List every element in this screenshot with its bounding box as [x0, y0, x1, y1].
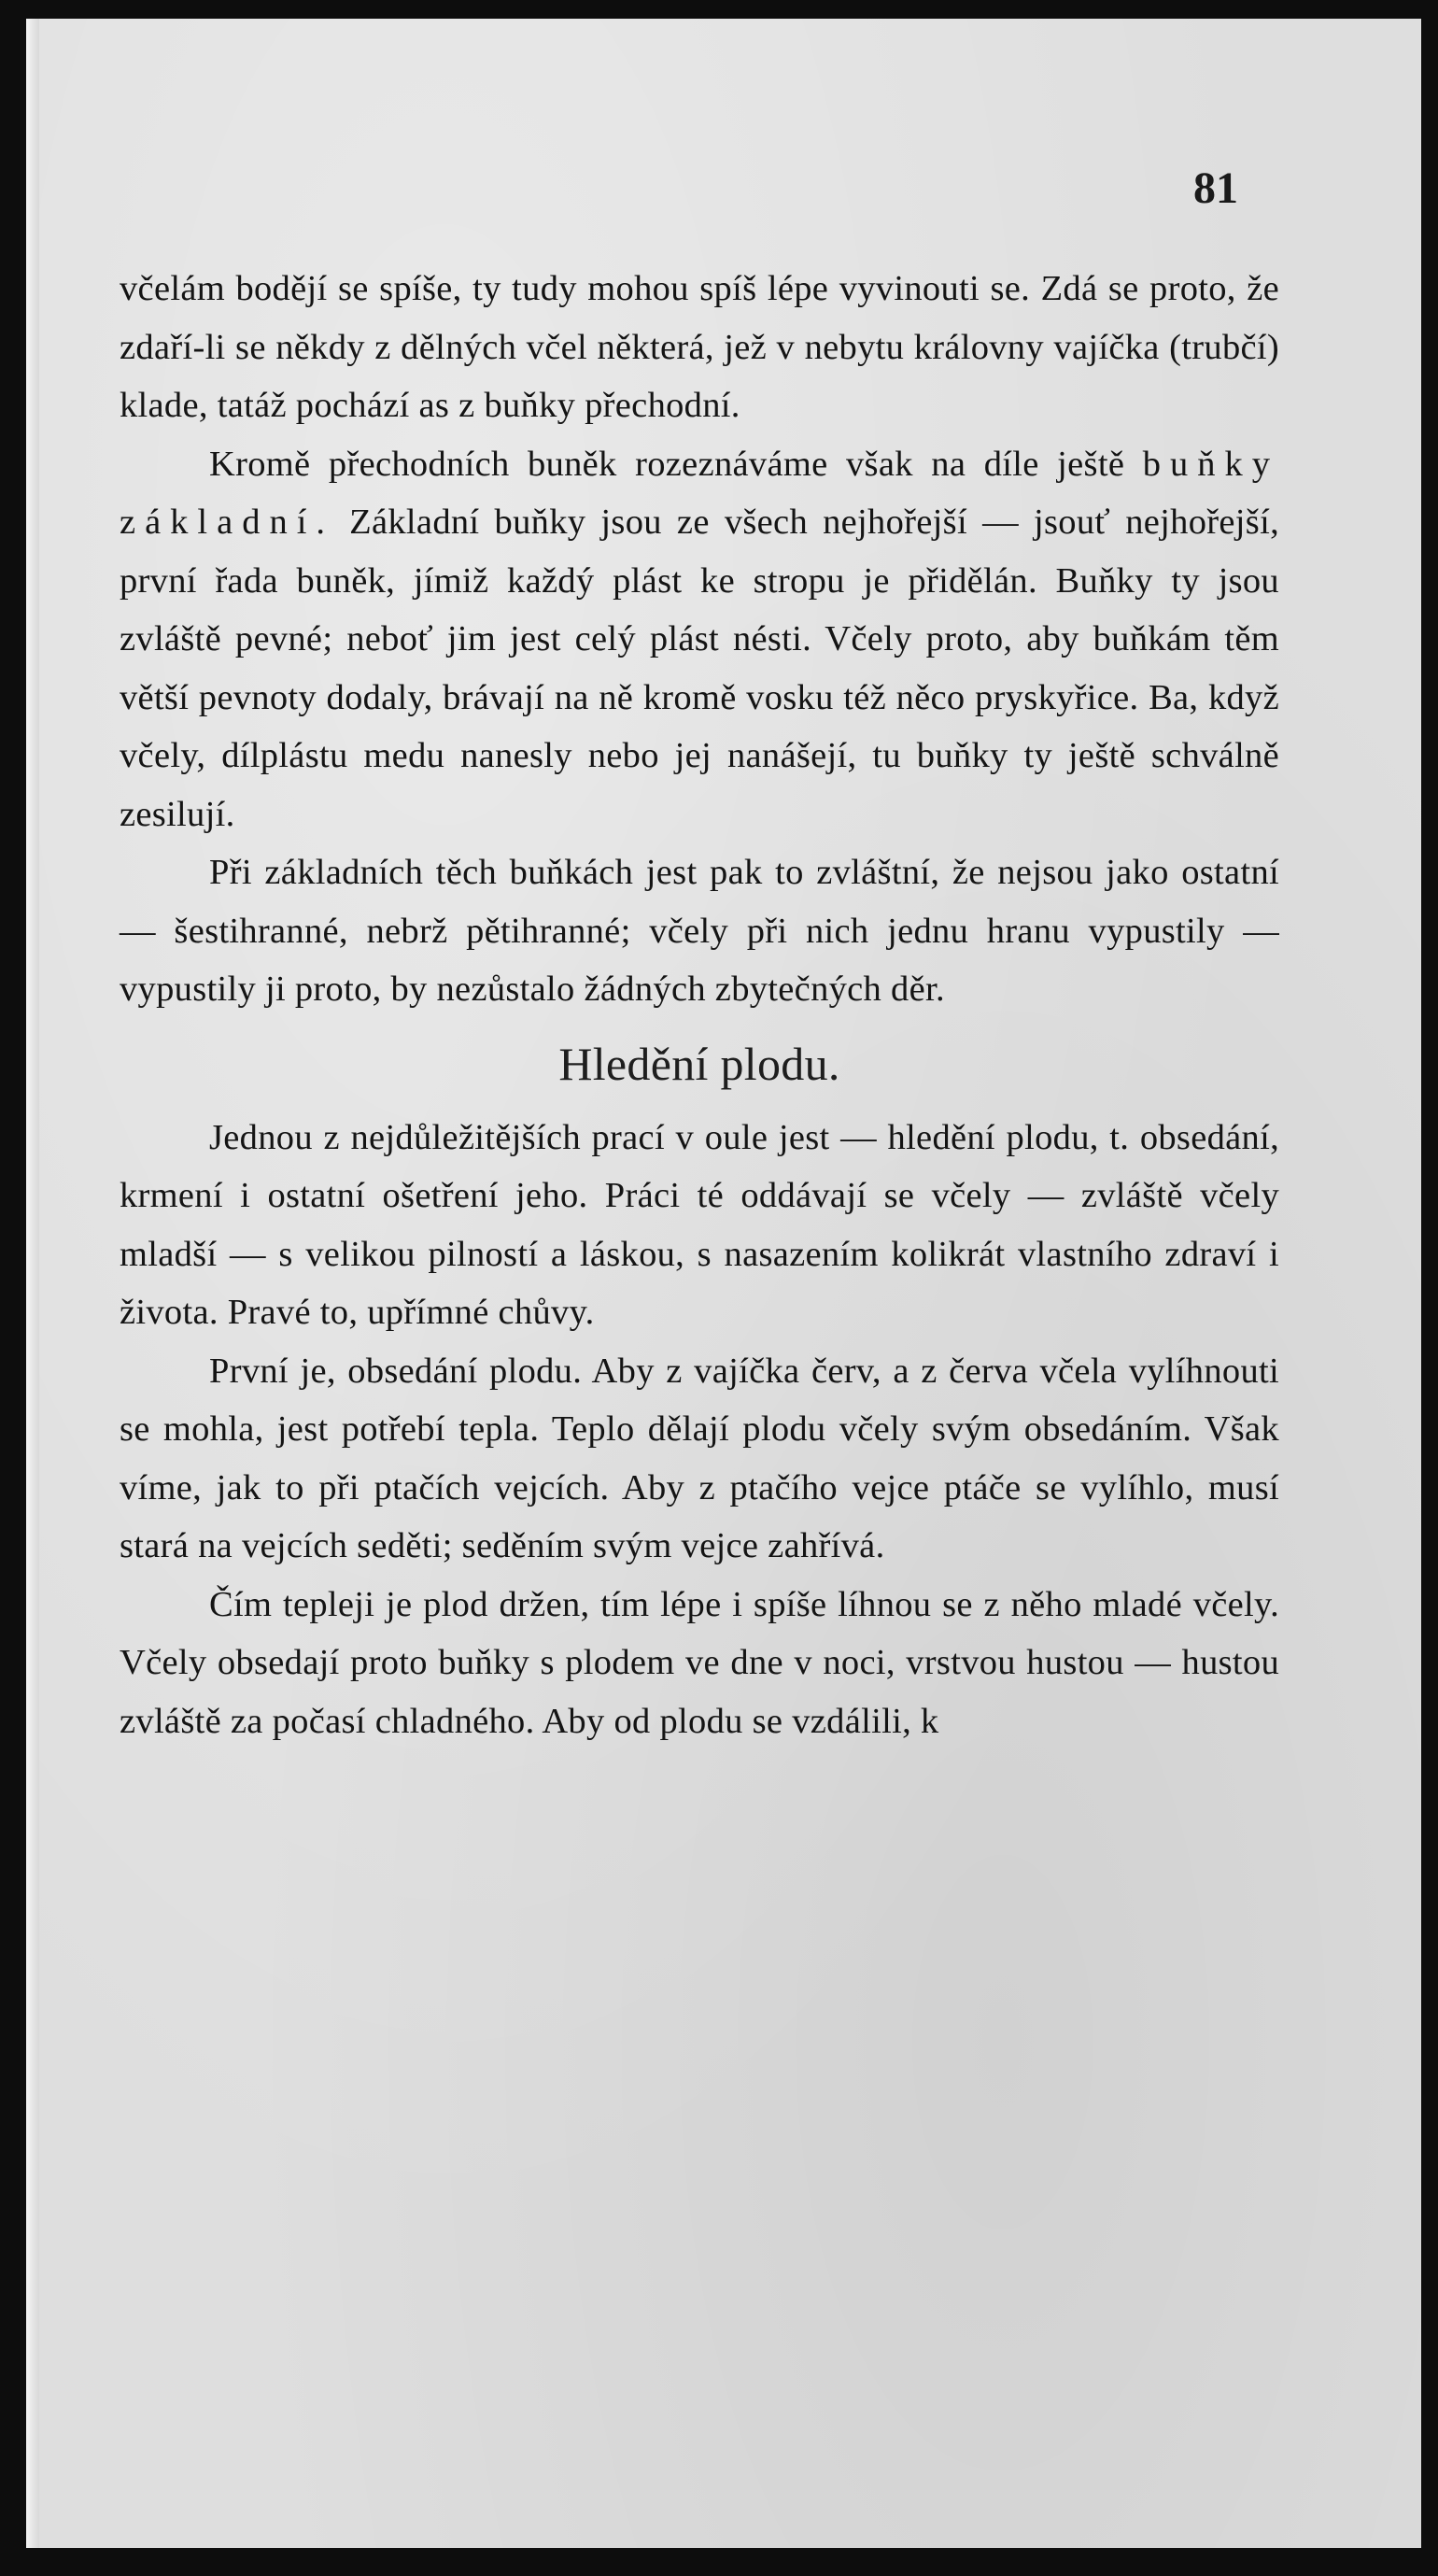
paragraph-text: Kromě přechodních buněk rozeznáváme však na díle ještě: [209, 444, 1143, 484]
section-heading: Hledění plodu.: [558, 1037, 840, 1090]
page-edge: [26, 19, 39, 2548]
paragraph-text: Základní buňky jsou ze všech nejhořejší — jsouť nejhořejší, první řada buněk, jímiž každý plást ke stropu je přidělán. Buňky ty jsou zvláště pevné; neboť jim jest celý plást nésti. Včely proto, aby buňkám těm větší pevnoty dodaly, brávají na ně kromě vosku též něco pryskyřice. Ba, když včely, dílplástu medu nanesly nebo jej nanášejí, tu buňky ty ještě schválně zesilují.: [120, 502, 1279, 834]
paragraph-warmth: Čím tepleji je plod držen, tím lépe i spíše líhnou se z něho mladé včely. Včely obsedají proto buňky s plodem ve dne v noci, vrstvou hustou — hustou zvláště za počasí chladného. Aby od plodu se vzdálili, k: [120, 1584, 1279, 1741]
page-text: [120, 260, 1279, 1750]
paragraph-continued: včelám bodějí se spíše, ty tudy mohou spíš lépe vyvinouti se. Zdá se proto, že zdaří-li se někdy z dělných včel některá, jež v nebytu královny vajíčka (trubčí) klade, tatáž pochází as z buňky přechodní.: [120, 269, 1279, 425]
paragraph-incubation: První je, obsedání plodu. Aby z vajíčka červ, a z červa včela vylíhnouti se mohla, jest potřebí tepla. Teplo dělají plodu včely svým obsedáním. Však víme, jak to při ptačích vejcích. Aby z ptačího vejce ptáče se vylíhlo, musí stará na vejcích seděti; seděním svým vejce zahřívá.: [120, 1351, 1279, 1565]
paragraph-basic-cells: [120, 435, 1279, 844]
emphasized-term: buňky základní.: [120, 444, 1279, 542]
page-number: 81: [1193, 163, 1238, 213]
paragraph-pentagonal-cells: Při základních těch buňkách jest pak to zvláštní, že nejsou jako ostatní — šestihranné, nebrž pětihranné; včely při nich jednu hranu vypustily — vypustily ji proto, by nezůstalo žádných zbytečných děr.: [120, 853, 1279, 1009]
book-page: [26, 19, 1421, 2548]
paragraph-brood-care: Jednou z nejdůležitějších prací v oule jest — hledění plodu, t. obsedání, krmení i ostatní ošetření jeho. Práci té oddávají se včely — zvláště včely mladší — s velikou pilností a láskou, s nasazením kolikrát vlastního zdraví i života. Pravé to, upřímné chůvy.: [120, 1117, 1279, 1332]
